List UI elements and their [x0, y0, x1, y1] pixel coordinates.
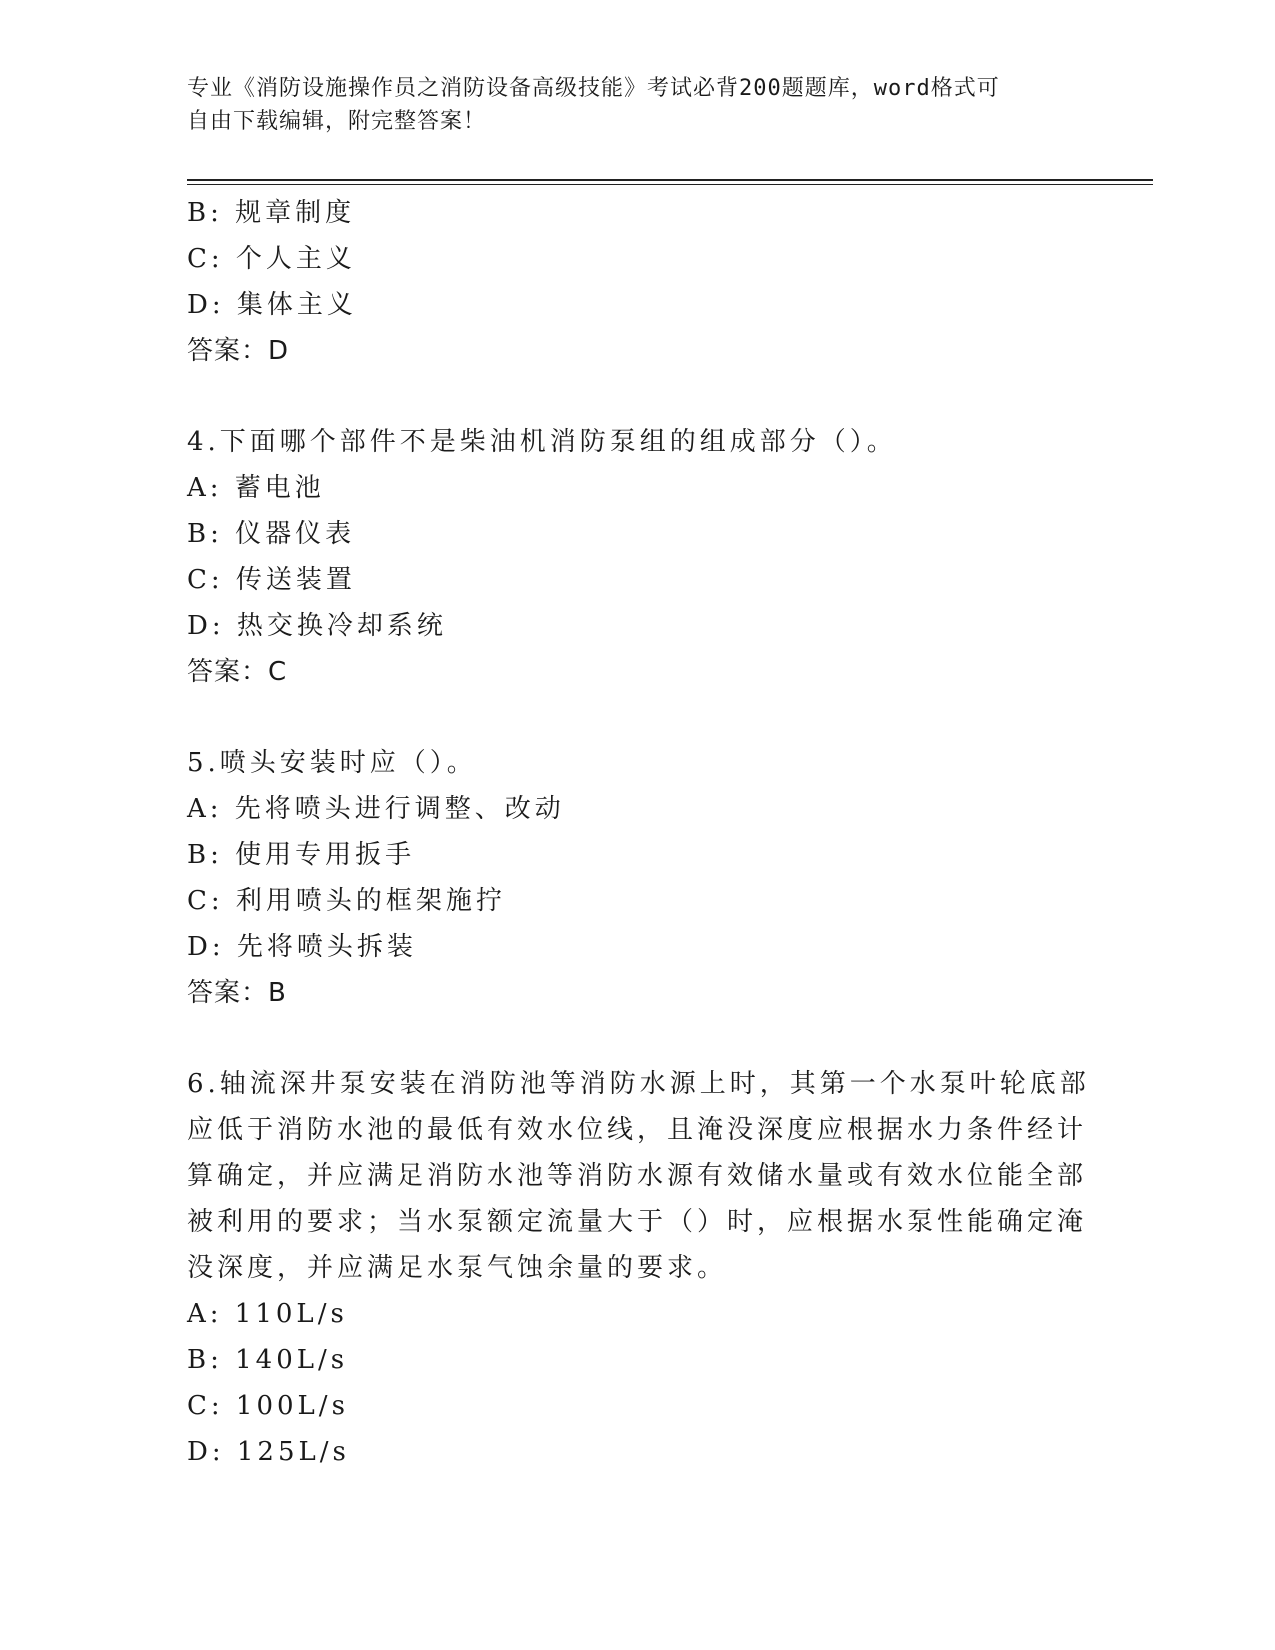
option-b: B: 使用专用扳手 — [187, 840, 416, 870]
header-divider-thin — [187, 184, 1153, 185]
option-a: A: 先将喷头进行调整、改动 — [187, 794, 565, 824]
question-6 — [187, 1061, 1090, 1475]
option-b: B: 仪器仪表 — [187, 519, 356, 549]
option-d: D: 125L/s — [187, 1437, 350, 1467]
header-line-2: 自由下载编辑，附完整答案！ — [187, 109, 487, 134]
header-line-1: 专业《消防设施操作员之消防设备高级技能》考试必背200题题库，word格式可 — [187, 76, 1000, 101]
option-b: B: 规章制度 — [187, 198, 356, 228]
question-5 — [187, 740, 1067, 1016]
option-a: A: 110L/s — [187, 1299, 348, 1329]
option-c: C: 100L/s — [187, 1391, 349, 1421]
answer: 答案：D — [187, 336, 290, 366]
option-a: A: 蓄电池 — [187, 473, 325, 503]
question-4 — [187, 419, 1067, 695]
option-c: C: 利用喷头的框架施拧 — [187, 886, 506, 916]
option-c: C: 传送装置 — [187, 565, 356, 595]
question-stem-line-3: 算确定，并应满足消防水池等消防水源有效储水量或有效水位能全部 — [187, 1161, 1088, 1191]
option-d: D: 集体主义 — [187, 290, 357, 320]
option-d: D: 热交换冷却系统 — [187, 611, 447, 641]
document-header — [187, 72, 1067, 138]
question-stem-line-1: 6.轴流深井泵安装在消防池等消防水源上时，其第一个水泵叶轮底部 — [187, 1069, 1090, 1099]
question-stem-line-4: 被利用的要求；当水泵额定流量大于（）时，应根据水泵性能确定淹 — [187, 1207, 1088, 1237]
question-3-tail — [187, 190, 1067, 374]
question-stem: 4.下面哪个部件不是柴油机消防泵组的组成部分（）。 — [187, 427, 897, 457]
question-list — [187, 190, 1090, 1475]
question-stem-line-5: 没深度，并应满足水泵气蚀余量的要求。 — [187, 1253, 728, 1283]
question-stem: 5.喷头安装时应（）。 — [187, 748, 477, 778]
option-c: C: 个人主义 — [187, 244, 356, 274]
answer: 答案：C — [187, 657, 288, 687]
option-b: B: 140L/s — [187, 1345, 349, 1375]
answer: 答案：B — [187, 978, 287, 1008]
question-stem-line-2: 应低于消防水池的最低有效水位线，且淹没深度应根据水力条件经计 — [187, 1115, 1088, 1145]
header-divider-thick — [187, 179, 1153, 181]
option-d: D: 先将喷头拆装 — [187, 932, 417, 962]
